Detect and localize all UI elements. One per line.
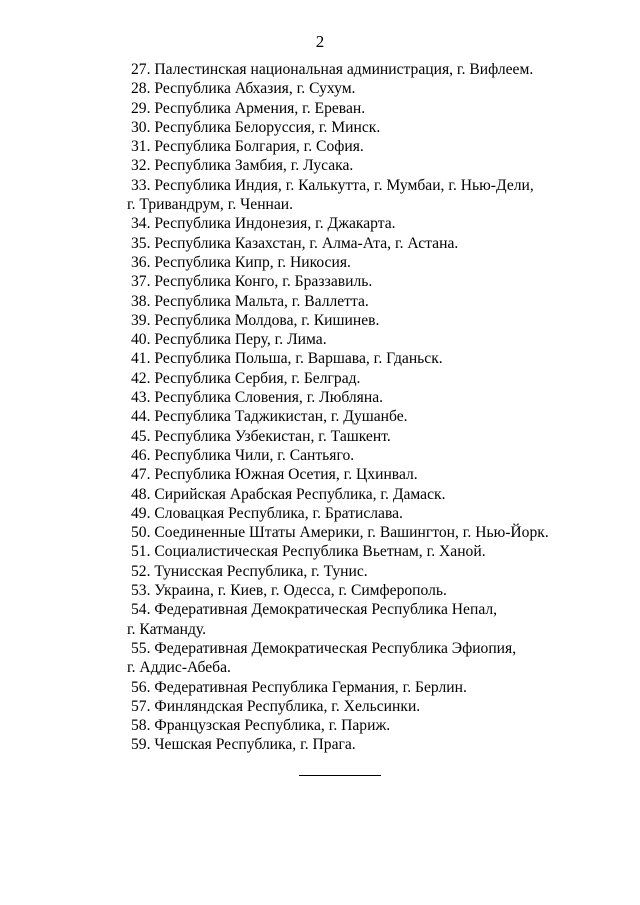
list-item: [131, 349, 601, 368]
list-item: [131, 407, 601, 426]
list-item: [131, 292, 601, 311]
list-item-text: 37. Республика Конго, г. Браззавиль.: [131, 273, 373, 291]
list-item-text: 28. Республика Абхазия, г. Сухум.: [131, 80, 356, 98]
list-item: [131, 99, 601, 118]
list-item: [131, 427, 601, 446]
page-number: 2: [315, 32, 325, 51]
list-item: [131, 118, 601, 137]
list-item-text: 40. Республика Перу, г. Лима.: [131, 331, 327, 349]
list-item-continuation: г. Катманду.: [127, 620, 207, 638]
list-item-text: 59. Чешская Республика, г. Прага.: [131, 736, 356, 754]
list-item-text: 30. Республика Белоруссия, г. Минск.: [131, 118, 381, 136]
list-item-text: 49. Словацкая Республика, г. Братислава.: [131, 504, 403, 522]
list-item: [131, 542, 601, 561]
list-item-text: 50. Соединенные Штаты Америки, г. Вашингтон, г. Нью-Йорк.: [131, 524, 549, 542]
list-item-text: 35. Республика Казахстан, г. Алма-Ата, г. Астана.: [131, 234, 459, 252]
list-item-text: 41. Республика Польша, г. Варшава, г. Гданьск.: [131, 350, 443, 368]
list-item-text: 43. Республика Словения, г. Любляна.: [131, 389, 384, 407]
list-item-continuation: г. Тривандрум, г. Ченнаи.: [127, 196, 294, 214]
list-item-text: 44. Республика Таджикистан, г. Душанбе.: [131, 408, 408, 426]
list-item: [131, 369, 601, 388]
list-item: [131, 234, 601, 253]
list-item: [131, 485, 601, 504]
list-item-text: 46. Республика Чили, г. Сантьяго.: [131, 446, 355, 464]
list-item-text: 42. Республика Сербия, г. Белград.: [131, 369, 361, 387]
list-item: [127, 600, 601, 639]
list-item-text: 27. Палестинская национальная администрация, г. Вифлеем.: [131, 61, 534, 78]
end-divider: [299, 775, 381, 776]
list-item-text: 56. Федеративная Республика Германия, г. Берлин.: [131, 678, 467, 696]
list-item: [131, 523, 601, 542]
list-item-text: 47. Республика Южная Осетия, г. Цхинвал.: [131, 466, 418, 484]
list-item-text: 39. Республика Молдова, г. Кишинев.: [131, 311, 380, 329]
list-item-continuation: г. Аддис-Абеба.: [127, 659, 231, 677]
list-item: [131, 79, 601, 98]
list-item: [131, 581, 601, 600]
list-item: [131, 156, 601, 175]
list-item-text: 53. Украина, г. Киев, г. Одесса, г. Симферополь.: [131, 582, 447, 600]
list-item: [131, 311, 601, 330]
list-item-text: 55. Федеративная Демократическая Республика Эфиопия,: [131, 639, 517, 657]
list-item: [131, 716, 601, 735]
list-item: [131, 137, 601, 156]
list-item: [131, 214, 601, 233]
list-item-text: 54. Федеративная Демократическая Республика Непал,: [131, 601, 498, 619]
representations-list: [127, 60, 601, 755]
list-item-text: 29. Республика Армения, г. Ереван.: [131, 99, 366, 117]
list-item-text: 32. Республика Замбия, г. Лусака.: [131, 157, 354, 175]
list-item-text: 51. Социалистическая Республика Вьетнам, г. Ханой.: [131, 543, 486, 561]
list-item: [127, 639, 601, 678]
list-item-text: 31. Республика Болгария, г. София.: [131, 138, 364, 156]
list-item: [131, 562, 601, 581]
list-item: [131, 272, 601, 291]
list-item-text: 48. Сирийская Арабская Республика, г. Дамаск.: [131, 485, 446, 503]
list-item: [131, 697, 601, 716]
list-item: [131, 60, 601, 79]
list-item: [131, 388, 601, 407]
list-item-text: 33. Республика Индия, г. Калькутта, г. Мумбаи, г. Нью-Дели,: [131, 176, 534, 194]
list-item-text: 38. Республика Мальта, г. Валлетта.: [131, 292, 369, 310]
list-item-text: 57. Финляндская Республика, г. Хельсинки.: [131, 697, 421, 715]
list-item: [127, 176, 601, 215]
list-item-text: 52. Тунисская Республика, г. Тунис.: [131, 562, 368, 580]
list-item: [131, 446, 601, 465]
list-item: [131, 735, 601, 754]
list-item-text: 45. Республика Узбекистан, г. Ташкент.: [131, 427, 391, 445]
list-item-text: 58. Французская Республика, г. Париж.: [131, 717, 391, 735]
list-item-text: 36. Республика Кипр, г. Никосия.: [131, 253, 351, 271]
list-item: [131, 678, 601, 697]
list-item-text: 34. Республика Индонезия, г. Джакарта.: [131, 215, 396, 233]
list-item: [131, 465, 601, 484]
list-item: [131, 330, 601, 349]
list-item: [131, 253, 601, 272]
list-item: [131, 504, 601, 523]
